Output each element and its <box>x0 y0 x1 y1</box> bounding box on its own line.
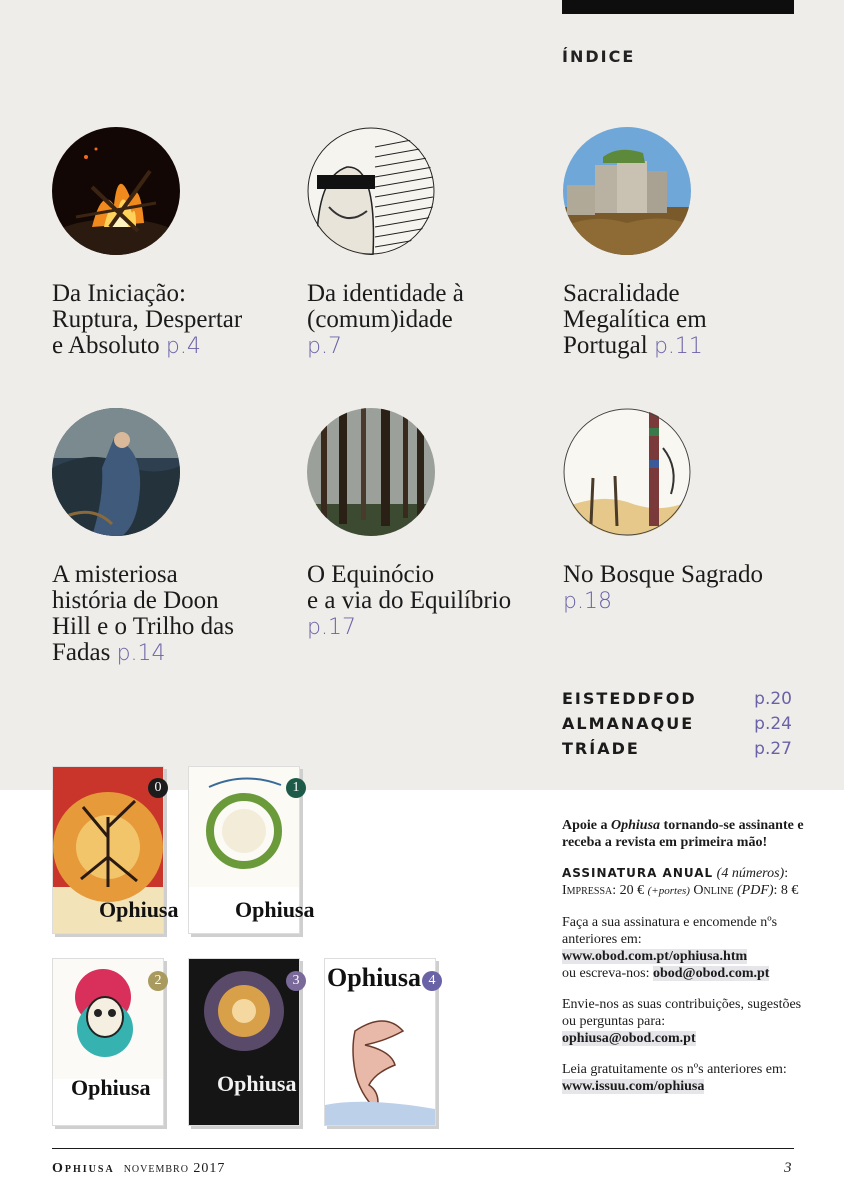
cover-issue-4[interactable] <box>324 958 436 1126</box>
cover-issue-0[interactable] <box>52 766 179 934</box>
read-info: Leia gratuitamente os nºs anteriores em: www.issuu.com/ophiusa <box>562 1062 787 1094</box>
cover-logo: Ophiusa <box>235 897 315 922</box>
issue-number-badge: 1 <box>286 778 306 798</box>
order-info: Faça a sua assinatura e encomende nºs anteriores em: www.obod.com.pt/ophiusa.htm ou escreva-nos: obod@obod.com.pt <box>562 915 778 981</box>
section-page: p.20 <box>754 688 792 709</box>
issue-number-badge: 2 <box>148 971 168 991</box>
contact-email[interactable]: obod@obod.com.pt <box>652 966 770 981</box>
forest-image <box>307 408 435 536</box>
section-page: p.24 <box>754 713 792 734</box>
sacred-grove-drawing-image <box>563 408 691 536</box>
fire-image <box>52 127 180 255</box>
page-reference: p.14 <box>116 641 166 666</box>
footer-magazine-info <box>52 1161 225 1177</box>
contribution-info: Envie-nos as suas contribuições, sugestões ou perguntas para: ophiusa@obod.com.pt <box>562 997 802 1046</box>
cover-logo: Ophiusa <box>327 963 421 992</box>
tree-illustration <box>53 767 163 887</box>
subscription-prices: ASSINATURA ANUAL (4 números): Impressa: 20 € (+portes) Online (PDF): 8 € <box>562 866 799 898</box>
shell-illustration <box>325 1001 435 1121</box>
cover-logo: Ophiusa <box>71 1075 151 1100</box>
cover-issue-3[interactable] <box>188 958 300 1126</box>
section-name: EISTEDDFOD <box>562 689 697 708</box>
footer-divider <box>52 1148 794 1149</box>
article-title: Da Iniciação: Ruptura, Despertar e Absoluto p.4 <box>52 280 243 359</box>
article-6[interactable] <box>563 408 803 614</box>
cover-logo: Ophiusa <box>217 1071 297 1096</box>
issue-number-badge: 0 <box>148 778 168 798</box>
section-row[interactable] <box>562 686 792 711</box>
article-5[interactable] <box>307 408 547 640</box>
issue-number-badge: 3 <box>286 971 306 991</box>
page-reference: p.4 <box>165 334 201 359</box>
article-title: Da identidade à (comum)idade p.7 <box>307 280 464 359</box>
section-row[interactable] <box>562 736 792 761</box>
footer-magazine: Ophiusa <box>52 1161 115 1176</box>
page-reference: p.11 <box>653 334 703 359</box>
article-title: A misteriosa história de Doon Hill e o Trilho das Fadas p.14 <box>52 561 234 666</box>
megalith-image <box>563 127 691 255</box>
index-heading: ÍNDICE <box>562 47 636 66</box>
header-bar <box>562 0 794 14</box>
section-list <box>562 686 792 761</box>
section-page: p.27 <box>754 738 792 759</box>
face-drawing-image <box>307 127 435 255</box>
page-reference: p.18 <box>563 589 612 614</box>
order-link[interactable]: www.obod.com.pt/ophiusa.htm <box>562 949 748 964</box>
article-title: O Equinócio e a via do Equilíbrio p.17 <box>307 561 512 640</box>
fairy-painting-image <box>52 408 180 536</box>
article-2[interactable] <box>307 127 547 359</box>
article-1[interactable] <box>52 127 292 359</box>
cover-issue-2[interactable] <box>52 958 164 1126</box>
subscription-info <box>562 817 812 1109</box>
wreath-illustration <box>189 767 299 887</box>
support-intro: Apoie a Ophiusa tornando-se assinante e receba a revista em primeira mão! <box>562 818 804 850</box>
page-reference: p.7 <box>307 334 342 359</box>
skull-illustration <box>53 959 163 1079</box>
page-number: 3 <box>784 1160 792 1176</box>
issuu-link[interactable]: www.issuu.com/ophiusa <box>562 1079 705 1094</box>
section-name: TRÍADE <box>562 739 640 758</box>
section-row[interactable] <box>562 711 792 736</box>
page-reference: p.17 <box>307 615 356 640</box>
issue-number-badge: 4 <box>422 971 442 991</box>
section-name: ALMANAQUE <box>562 714 695 733</box>
footer-issue: novembro 2017 <box>123 1161 226 1176</box>
cover-logo: Ophiusa <box>99 897 179 922</box>
contribution-email[interactable]: ophiusa@obod.com.pt <box>562 1031 696 1046</box>
article-3[interactable] <box>563 127 803 359</box>
cover-issue-1[interactable] <box>188 766 315 934</box>
article-4[interactable] <box>52 408 292 666</box>
article-title: Sacralidade Megalítica em Portugal p.11 <box>563 280 707 359</box>
orb-illustration <box>189 959 299 1079</box>
article-title: No Bosque Sagrado p.18 <box>563 561 763 614</box>
